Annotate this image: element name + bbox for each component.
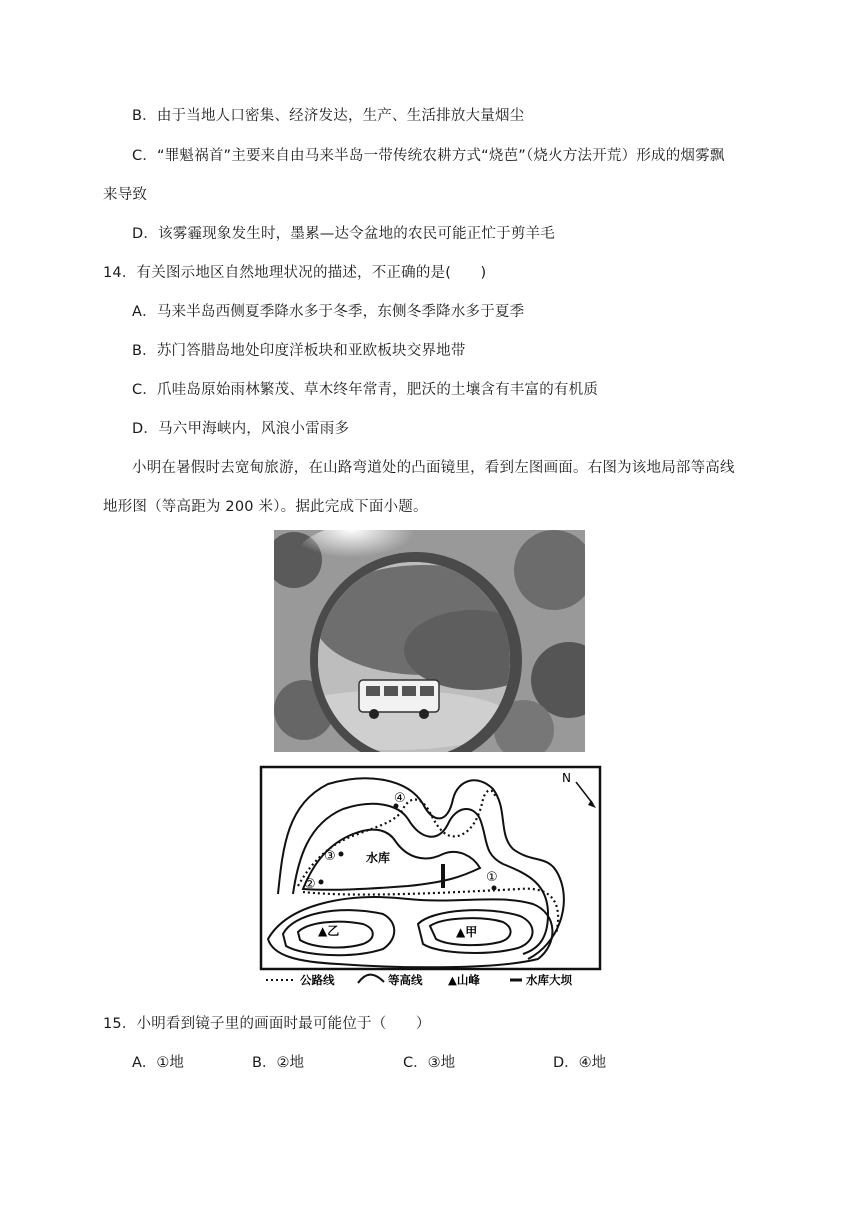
q14-option-b: B．苏门答腊岛地处印度洋板块和亚欧板块交界地带 [132, 343, 466, 359]
material-line1: 小明在暑假时去宽甸旅游，在山路弯道处的凸面镜里，看到左图画面。右图为该地局部等高线 [132, 460, 735, 476]
q15-option-a: A．①地 [132, 1055, 184, 1071]
reservoir-label: 水库 [366, 851, 391, 865]
contour-map [258, 764, 603, 996]
q13-option-c-line1: C．“罪魁祸首”主要来自由马来半岛一带传统农耕方式“烧芭”（烧火方法开荒）形成的烟雾飘 [132, 148, 725, 164]
peak-jia-label: ▲甲 [456, 925, 478, 939]
convex-mirror-photo [274, 530, 585, 752]
q14-option-a: A．马来半岛西侧夏季降水多于冬季，东侧冬季降水多于夏季 [132, 304, 525, 320]
q13-option-c-line2: 来导致 [103, 187, 148, 203]
material-line2: 地形图（等高距为 200 米）。据此完成下面小题。 [103, 499, 428, 515]
legend-road: 公路线 [300, 973, 335, 987]
q15-option-b: B．②地 [252, 1055, 304, 1071]
q14-option-d: D．马六甲海峡内，风浪小雷雨多 [132, 421, 350, 437]
q14-stem: 14．有关图示地区自然地理状况的描述，不正确的是( ) [103, 265, 487, 281]
point-2-label: ② [304, 877, 316, 892]
point-1-label: ① [486, 870, 498, 885]
north-label: N [562, 771, 571, 785]
legend-contour: 等高线 [388, 973, 423, 987]
legend-dam: 水库大坝 [526, 973, 572, 987]
q15-option-d: D．④地 [553, 1055, 607, 1071]
q15-stem: 15．小明看到镜子里的画面时最可能位于（ ） [103, 1016, 431, 1032]
q14-option-c: C．爪哇岛原始雨林繁茂、草木终年常青，肥沃的土壤含有丰富的有机质 [132, 382, 599, 398]
q13-option-d: D．该雾霾现象发生时，墨累—达令盆地的农民可能正忙于剪羊毛 [132, 226, 555, 242]
point-3-label: ③ [324, 849, 336, 864]
q15-option-c: C．③地 [403, 1055, 456, 1071]
point-4-label: ④ [394, 791, 406, 806]
peak-yi-label: ▲乙 [318, 924, 340, 938]
q13-option-b: B．由于当地人口密集、经济发达，生产、生活排放大量烟尘 [132, 108, 525, 124]
legend-peak: ▲山峰 [448, 973, 480, 987]
